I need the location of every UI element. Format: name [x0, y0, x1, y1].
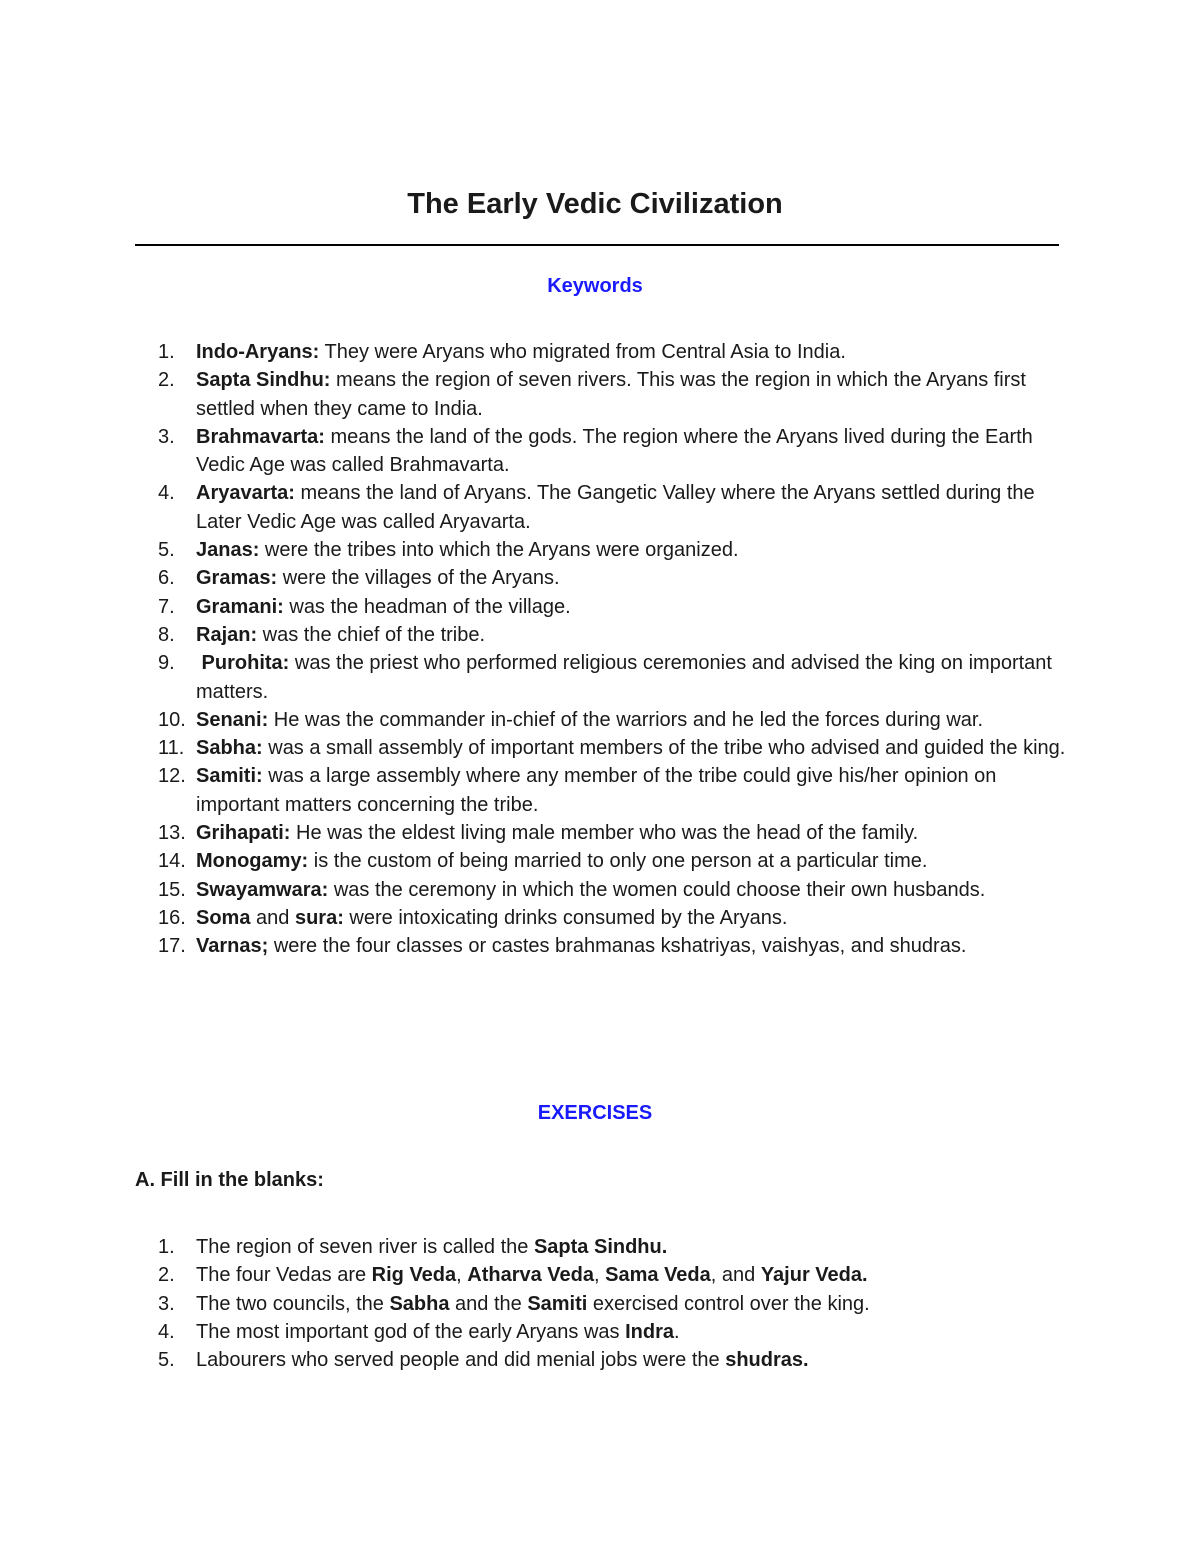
list-item: [135, 338, 1070, 366]
keyword-term: Samiti:: [196, 765, 263, 788]
list-number: 9.: [158, 652, 175, 675]
keyword-term: Senani:: [196, 708, 269, 731]
list-number: 14.: [158, 850, 186, 873]
list-item: [135, 564, 1070, 592]
list-number: 6.: [158, 567, 175, 590]
list-number: 2.: [158, 369, 175, 392]
list-number: 7.: [158, 595, 175, 618]
keyword-definition: is the custom of being married to only one person at a particular time.: [308, 850, 928, 873]
keyword-definition: was the priest who performed religious ceremonies and advised the king on important matters.: [196, 652, 1052, 703]
keyword-definition: was a large assembly where any member of the tribe could give his/her opinion on important matters concerning the tribe.: [196, 765, 997, 816]
answer-text: Rig Veda: [371, 1264, 457, 1287]
keyword-definition: means the land of Aryans. The Gangetic Valley where the Aryans settled during the Later Vedic Age was called Aryavarta.: [196, 482, 1035, 533]
keyword-term: Swayamwara:: [196, 878, 329, 901]
keyword-term: sura:: [294, 906, 344, 929]
answer-text: Indra: [625, 1320, 674, 1343]
list-number: 10.: [158, 708, 186, 731]
keyword-term: Varnas;: [196, 935, 269, 958]
list-number: 11.: [158, 737, 185, 760]
keyword-term: Gramas:: [196, 567, 278, 590]
keyword-definition: He was the eldest living male member who was the head of the family.: [290, 822, 919, 845]
keyword-definition: means the region of seven rivers. This was the region in which the Aryans first settled when they came to India.: [196, 369, 1026, 420]
list-number: 1.: [158, 341, 175, 363]
keyword-definition: were intoxicating drinks consumed by the Aryans.: [343, 906, 788, 929]
keyword-definition: He was the commander in-chief of the warriors and he led the forces during war.: [268, 708, 984, 731]
keyword-definition: was the headman of the village.: [283, 595, 571, 618]
list-number: 4.: [158, 1320, 175, 1343]
list-number: 3.: [158, 425, 175, 448]
section-a-heading: A. Fill in the blanks:: [135, 1169, 324, 1191]
list-item: [135, 1290, 1070, 1318]
page-title: The Early Vedic Civilization: [407, 188, 783, 220]
keyword-term: Soma: [196, 906, 251, 929]
list-number: 5.: [158, 539, 175, 562]
list-number: 17.: [158, 935, 186, 958]
fill-in-blanks-list: [135, 1233, 1070, 1374]
list-item: [135, 479, 1070, 536]
list-item: [135, 1233, 1070, 1261]
answer-text: Atharva Veda: [467, 1264, 595, 1287]
sentence-text: ,: [594, 1264, 606, 1287]
sentence-text: The two councils, the: [196, 1292, 390, 1315]
list-number: 12.: [158, 765, 186, 788]
list-item: [135, 847, 1070, 875]
keyword-term: Rajan:: [196, 623, 258, 646]
list-item: [135, 536, 1070, 564]
keyword-term: Gramani:: [196, 595, 284, 618]
list-item: [135, 649, 1070, 706]
list-number: 2.: [158, 1264, 175, 1287]
list-number: 15.: [158, 878, 186, 901]
list-number: 5.: [158, 1349, 175, 1372]
sentence-text: The four Vedas are: [196, 1264, 372, 1287]
keyword-term: Janas:: [196, 539, 260, 562]
keyword-term: Grihapati:: [196, 822, 291, 845]
list-number: 3.: [158, 1292, 175, 1315]
list-item: [135, 819, 1070, 847]
title-divider: [135, 244, 1059, 246]
list-number: 1.: [158, 1236, 175, 1258]
list-item: [135, 762, 1070, 819]
keyword-term: Purohita:: [196, 652, 290, 675]
exercises-heading: EXERCISES: [537, 1102, 653, 1124]
answer-text: Yajur Veda.: [760, 1264, 868, 1287]
keyword-term: Sapta Sindhu:: [196, 369, 331, 392]
answer-text: Samiti: [527, 1292, 588, 1315]
answer-text: Sama Veda: [605, 1264, 711, 1287]
list-item: [135, 1318, 1070, 1346]
list-item: [135, 1346, 1070, 1374]
list-number: 8.: [158, 623, 175, 646]
keyword-definition: were the four classes or castes brahmanas kshatriyas, vaishyas, and shudras.: [268, 935, 967, 958]
keyword-definition: was the chief of the tribe.: [257, 623, 486, 646]
list-number: 4.: [158, 482, 175, 505]
keywords-list: [135, 338, 1070, 961]
keyword-connector: and: [250, 906, 295, 929]
keyword-term: Indo-Aryans:: [196, 341, 320, 363]
keywords-heading: Keywords: [547, 275, 643, 297]
keyword-term: Aryavarta:: [196, 482, 295, 505]
sentence-text: exercised control over the king.: [587, 1292, 870, 1315]
list-item: [135, 734, 1070, 762]
list-item: [135, 593, 1070, 621]
list-number: 16.: [158, 906, 186, 929]
keyword-definition: were the tribes into which the Aryans were organized.: [259, 539, 739, 562]
list-item: [135, 932, 1070, 960]
sentence-text: .: [674, 1320, 680, 1343]
list-item: [135, 423, 1070, 480]
answer-text: Sapta Sindhu.: [533, 1236, 668, 1258]
sentence-text: The most important god of the early Aryans was: [196, 1320, 626, 1343]
keyword-definition: They were Aryans who migrated from Central Asia to India.: [319, 341, 846, 363]
list-item: [135, 1261, 1070, 1289]
list-item: [135, 366, 1070, 423]
keyword-term: Sabha:: [196, 737, 263, 760]
keyword-definition: was the ceremony in which the women could choose their own husbands.: [328, 878, 986, 901]
sentence-text: , and: [710, 1264, 761, 1287]
answer-text: Sabha: [389, 1292, 450, 1315]
list-item: [135, 621, 1070, 649]
keyword-definition: was a small assembly of important members of the tribe who advised and guided the king.: [262, 737, 1066, 760]
sentence-text: ,: [456, 1264, 468, 1287]
sentence-text: The region of seven river is called the: [196, 1236, 534, 1258]
list-item: [135, 706, 1070, 734]
list-item: [135, 904, 1070, 932]
keyword-term: Monogamy:: [196, 850, 309, 873]
keyword-definition: were the villages of the Aryans.: [277, 567, 560, 590]
sentence-text: and the: [449, 1292, 528, 1315]
sentence-text: Labourers who served people and did menial jobs were the: [196, 1349, 726, 1372]
answer-text: shudras.: [725, 1349, 809, 1372]
keyword-term: Brahmavarta:: [196, 425, 325, 448]
list-number: 13.: [158, 822, 186, 845]
keyword-definition: means the land of the gods. The region where the Aryans lived during the Earth Vedic Age was called Brahmavarta.: [196, 425, 1033, 477]
list-item: [135, 876, 1070, 904]
